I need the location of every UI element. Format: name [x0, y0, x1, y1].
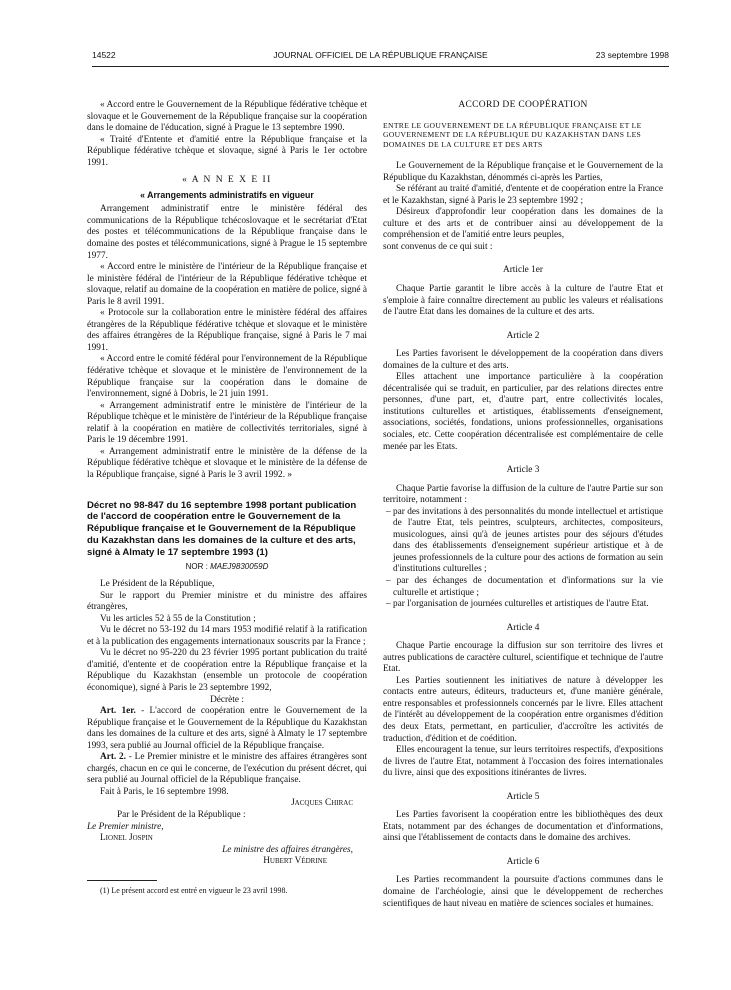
preamble-paragraph: Se référant au traité d'amitié, d'entente et de coopération entre la France et le Kazakhstan, signé à Paris le 23 septembre 1992 ; — [383, 184, 663, 206]
annex-title: « A N N E X E II — [182, 175, 272, 186]
preamble-paragraph: Le Gouvernement de la République française et le Gouvernement de la République du Kazakhstan, dénommés ci-après les Parties, — [383, 161, 663, 183]
annex-paragraph: « Accord entre le comité fédéral pour l'environnement de la République fédérative tchèque et slovaque et le ministère de l'environnement de la République française sur la coopération dans le domaine de l'environnement, signé à Dobris, le 21 juin 1991. — [87, 354, 367, 400]
decree-paragraph: Vu le décret no 95-220 du 23 février 1995 portant publication du traité d'amitié, d'entente et de coopération entre la République française et la République du Kazakhstan (ensemble un protocole de coopération économique), signé à Paris le 23 septembre 1992, — [87, 648, 367, 693]
left-column — [87, 100, 367, 896]
article-6-heading: Article 6 — [506, 856, 540, 867]
list-item: – par l'organisation de journées culturelles et artistiques de l'autre Etat. — [386, 599, 649, 610]
annex-paragraph: Arrangement administratif entre le ministère fédéral des communications de la République tchécoslovaque et le secrétariat d'Etat des postes et télécommunications de la République française dans le domaine des postes et télécommunications, signé à Prague le 15 septembre 1977. — [87, 204, 367, 261]
article-paragraph: Les Parties recommandent la poursuite d'actions communes dans le domaine de l'archéologie, ainsi que le développement de recherches scientifiques de haut niveau en matière de sciences sociales et humaines. — [383, 875, 663, 909]
article-4-heading: Article 4 — [506, 622, 540, 633]
article-1-label: Art. 1er. — [100, 706, 136, 717]
article-paragraph: Elles encouragent la tenue, sur leurs territoires respectifs, d'expositions de livres de l'autre Etat, notamment à l'occasion des foires internationales du livre, ainsi que des expositions itinérantes de livres. — [383, 745, 663, 779]
preamble-paragraph: Désireux d'approfondir leur coopération dans les domaines de la culture et des arts et de contribuer ainsi au développement de la compréhension et de l'amitié entre leurs peuples, — [383, 207, 663, 241]
nor-label: NOR : — [185, 562, 208, 572]
article-1-paragraph — [87, 706, 367, 752]
nor-code: MAEJ9830059D — [210, 562, 269, 572]
signature-president: Jacques Chirac — [291, 798, 353, 809]
issue-date: 23 septembre 1998 — [595, 50, 669, 60]
minister-name: Hubert Védrine — [263, 856, 327, 867]
right-column — [383, 100, 663, 910]
decrete-heading: Décrète : — [210, 694, 244, 705]
agreed-line: sont convenus de ce qui suit : — [383, 241, 493, 252]
article-5-heading: Article 5 — [506, 791, 540, 802]
accord-title: ACCORD DE COOPÉRATION — [458, 100, 588, 110]
annex-paragraph: « Arrangement administratif entre le ministère de la défense de la République fédérative tchèque et slovaque et le ministère de la défense de la République française, signé à Paris le 3 avril 1992. » — [87, 446, 367, 480]
article-paragraph: Les Parties favorisent la coopération entre les bibliothèques des deux Etats, notamment par des échanges de documentation et d'informations, ainsi que l'établissement de contacts dans le domaine des archives. — [383, 810, 663, 844]
prime-minister-title: Le Premier ministre, — [87, 821, 164, 832]
list-item: – par des invitations à des personnalités du monde intellectuel et artistique de l'autre Etat, tels peintres, sculpteurs, architectes, compositeurs, musicologues, ainsi qu'à de jeunes artistes pour des séjours d'études dans des établissements d'enseignement supérieur artistique et à de jeunes professionnels de la culture pour des actions de formation au sein d'institutions culturelles ; — [386, 506, 663, 575]
article-2-label: Art. 2. — [100, 752, 127, 763]
article-3-heading: Article 3 — [506, 465, 540, 476]
page-number: 14522 — [92, 50, 116, 60]
by-president: Par le Président de la République : — [117, 809, 246, 820]
minister-title: Le ministre des affaires étrangères, — [222, 844, 353, 855]
header-rule — [92, 66, 669, 67]
list-item: – par des échanges de documentation et d'informations sur la vie culturelle et artistique ; — [386, 576, 663, 598]
article-2-text: - Le Premier ministre et le ministre des affaires étrangères sont chargés, chacun en ce qui le concerne, de l'exécution du présent décret, qui sera publié au Journal officiel de la République française. — [87, 752, 367, 786]
prime-minister-name: Lionel Jospin — [100, 833, 153, 844]
intro-paragraph: « Accord entre le Gouvernement de la République fédérative tchèque et slovaque et le Gouvernement de la République française sur la coopération dans le domaine de l'éducation, signé à Prague le 13 septembre 1990. — [87, 100, 367, 134]
accord-subtitle: ENTRE LE GOUVERNEMENT DE LA RÉPUBLIQUE FRANÇAISE ET LE GOUVERNEMENT DE LA RÉPUBLIQUE DU KAZAKHSTAN DANS LES DOMAINES DE LA CULTURE ET DES ARTS — [383, 120, 642, 149]
annex-subtitle: « Arrangements administratifs en vigueur — [140, 189, 314, 200]
article-paragraph: Chaque Partie favorise la diffusion de la culture de l'autre Partie sur son territoire, notamment : — [383, 483, 663, 506]
article-paragraph: Chaque Partie encourage la diffusion sur son territoire des livres et autres publications de caractère culturel, scientifique et technique de l'autre Etat. — [383, 641, 663, 675]
article-paragraph: Les Parties favorisent le développement de la coopération dans divers domaines de la culture et des arts. — [383, 349, 663, 371]
article-paragraph: Elles attachent une importance particulière à la coopération décentralisée qui se traduit, en particulier, par des relations directes entre personnes, d'une part, et, d'autre part, entre collectivités locales, institutions culturelles et artistiques, établissements d'enseignement, associations, sociétés, fondations, unions professionnelles, organisations sociales, etc. Cette coopération décentralisée est complémentaire de celle menée par les Etats. — [383, 372, 663, 452]
done-at: Fait à Paris, le 16 septembre 1998. — [100, 786, 229, 797]
decree-paragraph: Le Président de la République, — [100, 579, 215, 590]
article-1-text: - L'accord de coopération entre le Gouvernement de la République française et le Gouvernement de la République du Kazakhstan dans les domaines de la culture et des arts, signé à Almaty le 17 septembre 1993, sera publié au Journal officiel de la République française. — [87, 706, 367, 751]
article-1-heading: Article 1er — [502, 265, 543, 276]
annex-paragraph: « Protocole sur la collaboration entre le ministère fédéral des affaires étrangères de la République fédérative tchèque et slovaque et le ministère des affaires étrangères de la République française, signé à Paris le 7 mai 1991. — [87, 308, 367, 353]
annex-paragraph: « Accord entre le ministère de l'intérieur de la République française et le ministère fédéral de l'intérieur de la République fédérative tchèque et slovaque, relatif au domaine de la coopération en matière de police, signé à Paris le 8 avril 1991. — [87, 262, 367, 307]
decree-paragraph: Vu les articles 52 à 55 de la Constitution ; — [100, 613, 256, 624]
footnote: (1) Le présent accord est entré en vigueur le 23 avril 1998. — [100, 885, 288, 895]
journal-title: JOURNAL OFFICIEL DE LA RÉPUBLIQUE FRANÇAISE — [273, 50, 488, 60]
decree-paragraph: Sur le rapport du Premier ministre et du ministre des affaires étrangères, — [87, 590, 367, 613]
decree-title: Décret no 98-847 du 16 septembre 1998 portant publication de l'accord de coopération entre le Gouvernement de la République française et le Gouvernement de la République du Kazakhstan dans les domaines de la culture et des arts, signé à Almaty le 17 septembre 1993 (1) — [87, 499, 357, 558]
intro-paragraph: « Traité d'Entente et d'amitié entre la République française et la République fédérative tchèque et slovaque, signé à Paris le 1er octobre 1991. — [87, 134, 367, 168]
decree-paragraph: Vu le décret no 53-192 du 14 mars 1953 modifié relatif à la ratification et à la publication des engagements internationaux souscrits par la France ; — [87, 625, 367, 647]
annex-paragraph: « Arrangement administratif entre le ministère de l'intérieur de la République tchèque et le ministère de l'intérieur de la République française relatif à la coopération en matière de collectivités territoriales, signé à Paris le 19 décembre 1991. — [87, 400, 367, 446]
nor-reference — [87, 561, 367, 573]
page-header — [92, 50, 669, 64]
article-paragraph: Les Parties soutiennent les initiatives de nature à développer les contacts entre auteurs, éditeurs, traducteurs et, d'une manière générale, entre responsables et professionnels concernés par le livre. Elles attachent de l'intérêt au développement de la coopération entre organismes d'édition des deux Etats, permettant, en particulier, d'accroître les activités de traduction, d'édition et de coédition. — [383, 675, 663, 744]
footnote-rule — [87, 880, 157, 881]
article-paragraph: Chaque Partie garantit le libre accès à la culture de l'autre Etat et s'emploie à faire connaître directement au public les valeurs et réalisations de l'autre Etat dans les domaines de la culture et des arts. — [383, 283, 663, 318]
article-2-paragraph — [87, 752, 367, 787]
article-2-heading: Article 2 — [506, 330, 540, 341]
